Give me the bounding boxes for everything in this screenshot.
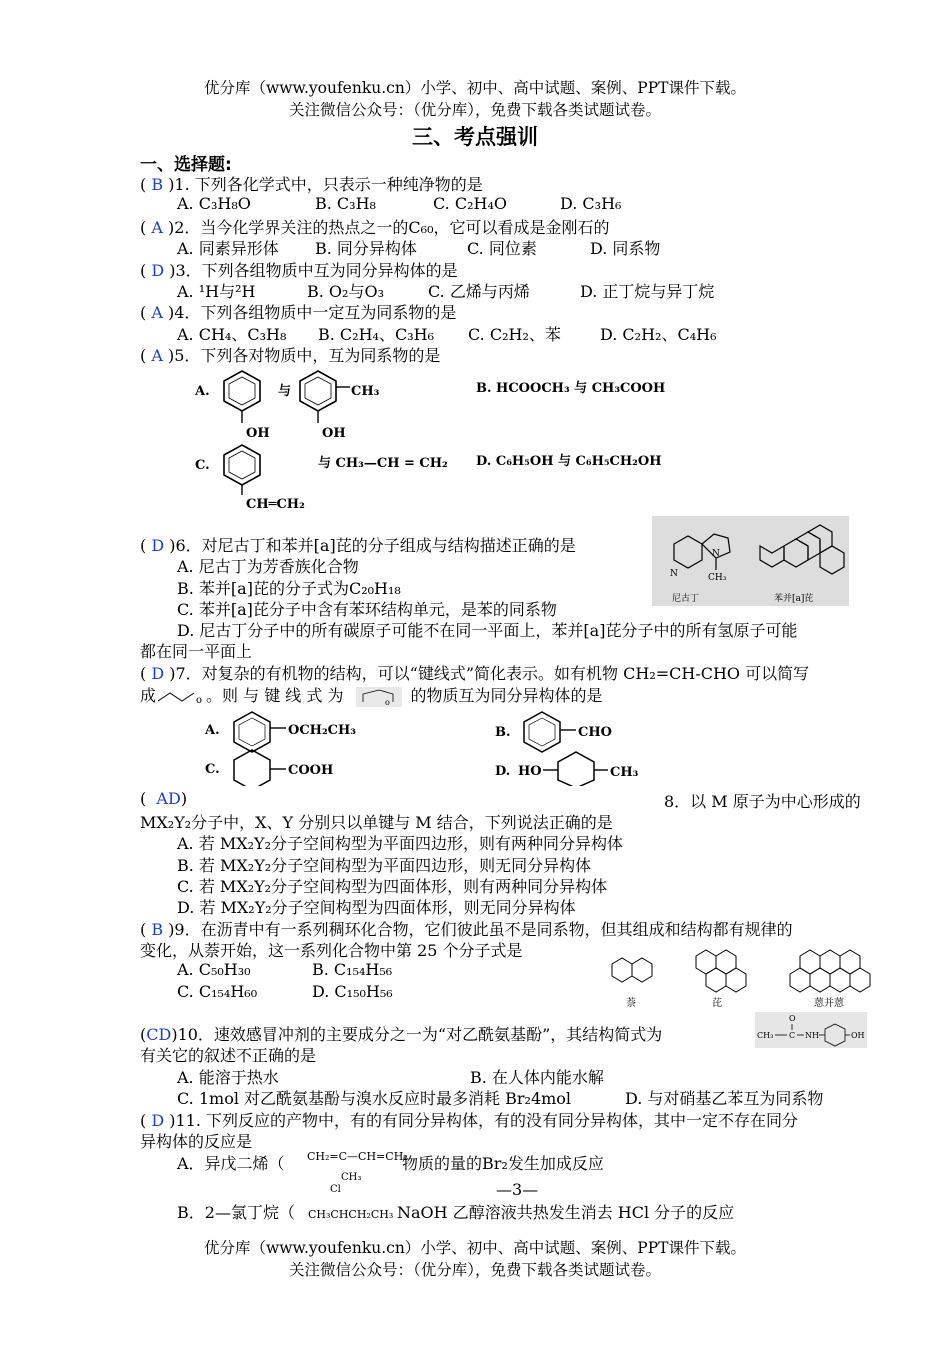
- question-6: ( D )6．对尼古丁和苯并[a]芘的分子组成与结构描述正确的是: [140, 536, 576, 555]
- q11-option-a-prefix: A．异戊二烯（: [177, 1154, 285, 1173]
- q6-fig-ch3: CH₃: [708, 573, 727, 583]
- question-10: (CD)10．速效感冒冲剂的主要成分之一为“对乙酰氨基酚”，其结构简式为: [140, 1025, 663, 1044]
- q7-d-left: HO: [518, 764, 542, 779]
- q9-figure: [600, 942, 890, 1014]
- q6-fig-label-benzopyrene: 苯并[a]芘: [774, 594, 814, 604]
- q10-option-a: A. 能溶于热水: [177, 1068, 279, 1087]
- q5-a-and: 与: [278, 384, 292, 399]
- q11-option-b-formula: CH₃CHCH₂CH₃: [308, 1208, 394, 1221]
- answer-2: A: [151, 218, 163, 237]
- q1-option-b: B. C₃H₈: [315, 194, 376, 213]
- q8-stem-num: 8．以 M 原子为中心形成的: [664, 792, 861, 811]
- q11-option-a-methyl: CH₃: [341, 1172, 362, 1183]
- q6-fig-n: N: [712, 549, 720, 559]
- question-1: ( B )1. 下列各化学式中，只表示一种纯净物的是: [140, 175, 483, 194]
- q7-a-group: OCH₂CH₃: [288, 723, 356, 738]
- q5-option-d: D. C₆H₅OH 与 C₆H₅CH₂OH: [476, 454, 662, 469]
- page-title: 三、考点强训: [412, 125, 538, 149]
- answer-11: D: [151, 1111, 165, 1130]
- q7-option-b: B.: [495, 725, 511, 740]
- q6-option-d-line1: D. 尼古丁分子中的所有碳原子可能不在同一平面上，苯并[a]芘分子中的所有氢原子可能: [177, 621, 798, 640]
- q2-option-b: B. 同分异构体: [315, 239, 417, 258]
- q9-label-anthanthrene: 蒽并蒽: [814, 998, 844, 1009]
- q7-b-group: CHO: [578, 725, 612, 740]
- q7-option-d: D.: [495, 764, 511, 779]
- question-4: ( A )4．下列各组物质中一定互为同系物的是: [140, 303, 457, 322]
- q4-option-c: C. C₂H₂、苯: [468, 325, 561, 344]
- q11-option-b-prefix: B．2—氯丁烷（: [177, 1203, 295, 1222]
- q4-option-b: B. C₂H₄、C₃H₆: [318, 325, 434, 344]
- q9-option-d: D. C₁₅₀H₅₆: [312, 982, 393, 1001]
- q2-option-c: C. 同位素: [467, 239, 537, 258]
- question-8: ( AD): [140, 789, 188, 808]
- q4-option-d: D. C₂H₂、C₄H₆: [600, 325, 717, 344]
- q4-option-a: A. CH₄、C₃H₈: [177, 325, 287, 344]
- answer-6: D: [151, 536, 165, 555]
- q9-stem-line2: 变化，从萘开始，这一系列化合物中第 25 个分子式是: [140, 941, 523, 960]
- q7-option-c: C.: [205, 762, 220, 777]
- q9-label-naphthalene: 萘: [626, 998, 636, 1009]
- footer-line-2: 关注微信公众号：（优分库），免费下载各类试题试卷。: [288, 1261, 661, 1279]
- question-9: ( B )9．在沥青中有一系列稠环化合物，它们彼此虽不是同系物，但其组成和结构都有规律的: [140, 920, 793, 939]
- section-heading: 一、选择题:: [140, 155, 232, 175]
- q1-option-d: D. C₃H₆: [560, 194, 622, 213]
- q9-option-a: A. C₅₀H₃₀: [177, 960, 251, 979]
- footer-line-1: 优分库（www.youfenku.cn）小学、初中、高中试题、案例、PPT课件下载。: [203, 1239, 747, 1257]
- question-3: ( D )3．下列各组物质中互为同分异构体的是: [140, 261, 458, 280]
- q10-option-d: D. 与对硝基乙苯互为同系物: [625, 1089, 824, 1108]
- q7-c-group: COOH: [288, 763, 334, 778]
- q6-option-a: A. 尼古丁为芳香族化合物: [177, 557, 359, 576]
- q10-fig-c: C: [789, 1031, 796, 1040]
- q10-option-b: B. 在人体内能水解: [470, 1068, 604, 1087]
- answer-10: CD: [146, 1025, 172, 1044]
- answer-5: A: [151, 346, 163, 365]
- q6-fig-label-nicotine: 尼古丁: [672, 594, 700, 604]
- q9-option-c: C. C₁₅₄H₆₀: [177, 982, 258, 1001]
- header-line-2: 关注微信公众号：（优分库），免费下载各类试题试卷。: [288, 101, 661, 119]
- q10-figure: [755, 1012, 867, 1048]
- q3-option-a: A. ¹H与²H: [177, 282, 256, 301]
- answer-1: B: [151, 175, 164, 194]
- q8-option-b: B. 若 MX₂Y₂分子空间构型为平面四边形，则无同分异构体: [177, 856, 592, 875]
- q5-a-oh2: OH: [322, 426, 346, 441]
- question-5: ( A )5．下列各对物质中，互为同系物的是: [140, 346, 441, 365]
- q7-d-right: CH₃: [610, 765, 639, 780]
- q5-c-label: C.: [195, 458, 210, 473]
- q3-option-d: D. 正丁烷与异丁烷: [580, 282, 715, 301]
- q6-figure: [652, 516, 849, 606]
- q8-option-d: D. 若 MX₂Y₂分子空间构型为四面体形，则无同分异构体: [177, 898, 576, 917]
- q11-option-b-cl: Cl: [330, 1184, 341, 1195]
- q5-c-substituent: CH═CH₂: [246, 497, 305, 512]
- q5-a-ch3: CH₃: [351, 384, 380, 399]
- q11-option-a-formula: CH₂=C—CH=CH₂: [307, 1150, 408, 1163]
- q2-option-d: D. 同系物: [590, 239, 661, 258]
- q7-option-a: A.: [205, 723, 220, 738]
- header-line-1: 优分库（www.youfenku.cn）小学、初中、高中试题、案例、PPT课件下载。: [203, 79, 747, 97]
- q6-option-b: B. 苯并[a]芘的分子式为C₂₀H₁₈: [177, 579, 401, 598]
- q6-option-c: C. 苯并[a]芘分子中含有苯环结构单元，是苯的同系物: [177, 600, 557, 619]
- q9-label-pyrene: 芘: [712, 998, 722, 1009]
- q10-stem-line2: 有关它的叙述不正确的是: [140, 1046, 317, 1065]
- page-number: —3—: [496, 1180, 539, 1199]
- q10-fig-oh: OH: [851, 1031, 865, 1040]
- svg-text:o: o: [196, 694, 203, 705]
- q1-option-c: C. C₂H₄O: [433, 194, 507, 213]
- q3-option-c: C. 乙烯与丙烯: [428, 282, 530, 301]
- q11-stem-line2: 异构体的反应是: [140, 1132, 253, 1151]
- q1-option-a: A. C₃H₈O: [177, 194, 251, 213]
- q11-option-a-suffix: 物质的量的Br₂发生加成反应: [402, 1154, 604, 1173]
- question-7: ( D )7．对复杂的有机物的结构，可以“键线式”简化表示。如有机物 CH₂=CH-CHO 可以简写: [140, 664, 810, 683]
- q8-option-c: C. 若 MX₂Y₂分子空间构型为四面体形，则有两种同分异构体: [177, 877, 608, 896]
- q10-fig-o: O: [789, 1014, 796, 1023]
- q7-options-figure: [200, 708, 660, 786]
- q8-stem-line2: MX₂Y₂分子中，X、Y 分别只以单键与 M 结合，下列说法正确的是: [140, 813, 613, 832]
- q5-c-and: 与 CH₃—CH = CH₂: [318, 456, 448, 471]
- q3-option-b: B. O₂与O₃: [307, 282, 384, 301]
- q5-a-oh1: OH: [246, 426, 270, 441]
- answer-3: D: [151, 261, 165, 280]
- q7-stem-line2: 成 o 。则 与 键 线 式 为 o 的物质互为同分异构体的是: [140, 686, 603, 707]
- answer-8: AD: [156, 789, 181, 808]
- answer-7: D: [151, 664, 165, 683]
- q6-option-d-line2: 都在同一平面上: [140, 642, 253, 661]
- q8-option-a: A. 若 MX₂Y₂分子空间构型为平面四边形，则有两种同分异构体: [177, 834, 623, 853]
- q10-fig-ch3: CH₃: [757, 1031, 774, 1040]
- question-2: ( A )2．当今化学界关注的热点之一的C₆₀，它可以看成是金刚石的: [140, 218, 610, 237]
- q5-structures-figure: [190, 365, 670, 515]
- q10-option-c: C. 1mol 对乙酰氨基酚与溴水反应时最多消耗 Br₂4mol: [177, 1089, 572, 1108]
- question-11: ( D )11. 下列反应的产物中，有的有同分异构体，有的没有同分异构体，其中一定不存在同分: [140, 1111, 799, 1130]
- answer-4: A: [151, 303, 163, 322]
- q9-option-b: B. C₁₅₄H₅₆: [312, 960, 393, 979]
- svg-text:o: o: [384, 697, 390, 707]
- answer-9: B: [151, 920, 164, 939]
- q11-option-b-suffix: NaOH 乙醇溶液共热发生消去 HCl 分子的反应: [397, 1203, 735, 1222]
- q10-fig-nh: NH: [805, 1031, 819, 1040]
- q5-option-b: B. HCOOCH₃ 与 CH₃COOH: [476, 381, 666, 396]
- q2-option-a: A. 同素异形体: [177, 239, 279, 258]
- q6-fig-n2: N: [670, 569, 678, 579]
- q5-a-label: A.: [195, 384, 210, 399]
